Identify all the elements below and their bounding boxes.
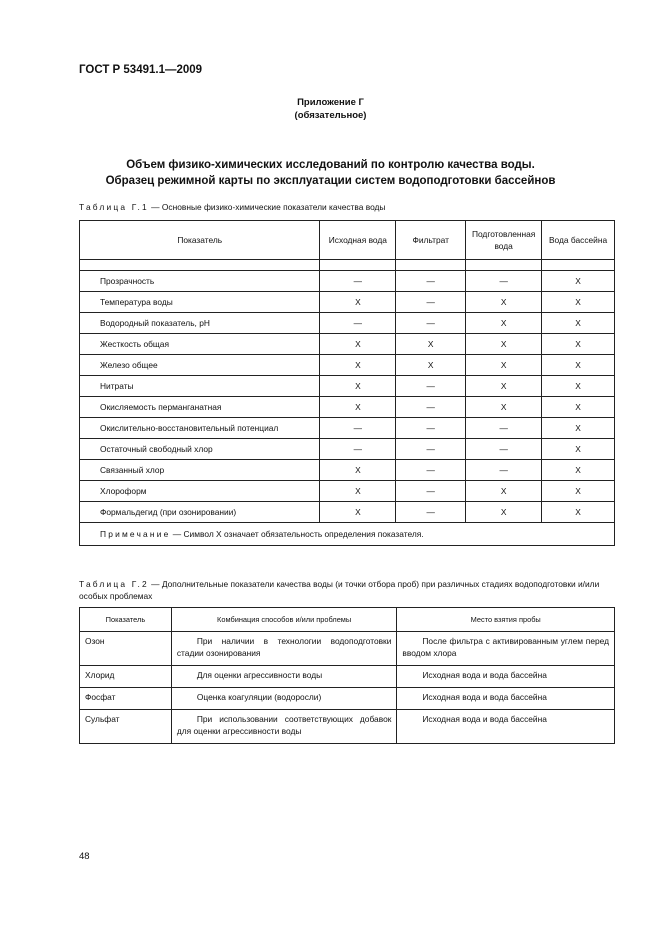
indicator-value: Х: [542, 460, 615, 481]
table-row: [80, 313, 615, 334]
table-row: [80, 376, 615, 397]
indicator-value: Х: [542, 355, 615, 376]
table2-header-cell: Комбинация способов и/или проблемы: [171, 608, 397, 632]
indicator-name: Связанный хлор: [80, 460, 320, 481]
indicator-name: Остаточный свободный хлор: [80, 439, 320, 460]
table1-header-cell: Исходная вода: [320, 221, 396, 260]
appendix-title: Приложение Г: [297, 97, 364, 108]
indicator-name: Окислительно-восстановительный потенциал: [80, 418, 320, 439]
indicator-name: Температура воды: [80, 292, 320, 313]
table1-header-cell: Фильтрат: [396, 221, 466, 260]
table2: [79, 607, 615, 744]
table1-note-row: [80, 523, 615, 546]
indicator-value: Х: [466, 376, 542, 397]
indicator-value: —: [466, 439, 542, 460]
indicator-value: Х: [466, 334, 542, 355]
indicator-value: Х: [542, 418, 615, 439]
indicator-name: Прозрачность: [80, 271, 320, 292]
table1-body: [80, 260, 615, 523]
method-combination: Для оценки агрессивности воды: [171, 666, 397, 688]
indicator-value: Х: [542, 376, 615, 397]
indicator-name: Железо общее: [80, 355, 320, 376]
method-combination: При использовании соответствующих добавок для оценки агрессивности воды: [171, 710, 397, 744]
table-row: [80, 666, 615, 688]
indicator-value: Х: [320, 460, 396, 481]
table2-caption-text: — Дополнительные показатели качества воды (и точки отбора проб) при различных стадиях водоподготовки и/или особых проблемах: [79, 579, 600, 601]
indicator-name: Водородный показатель, рН: [80, 313, 320, 334]
table-row: [80, 502, 615, 523]
additional-indicator: Хлорид: [80, 666, 172, 688]
table-row: [80, 334, 615, 355]
table2-header-row: [80, 608, 615, 632]
indicator-value: Х: [542, 397, 615, 418]
indicator-value: —: [320, 439, 396, 460]
indicator-name: Жесткость общая: [80, 334, 320, 355]
indicator-value: Х: [396, 334, 466, 355]
indicator-name: Хлороформ: [80, 481, 320, 502]
table-row: [80, 710, 615, 744]
indicator-value: Х: [466, 292, 542, 313]
indicator-value: —: [396, 397, 466, 418]
indicator-value: Х: [320, 292, 396, 313]
indicator-value: Х: [542, 313, 615, 334]
indicator-value: Х: [466, 397, 542, 418]
page-number: 48: [79, 851, 90, 862]
table1-note-label: Примечание: [100, 529, 171, 539]
table1-caption: [79, 202, 385, 212]
indicator-value: Х: [466, 502, 542, 523]
table1-note-text: — Символ Х означает обязательность определения показателя.: [170, 529, 424, 539]
table-row: [80, 271, 615, 292]
indicator-value: Х: [466, 313, 542, 334]
table1-header-cell: Показатель: [80, 221, 320, 260]
sampling-point: Исходная вода и вода бассейна: [397, 710, 615, 744]
indicator-value: Х: [320, 376, 396, 397]
indicator-value: —: [396, 502, 466, 523]
indicator-value: Х: [542, 439, 615, 460]
indicator-name: Формальдегид (при озонировании): [80, 502, 320, 523]
table-row: [80, 439, 615, 460]
indicator-value: Х: [320, 481, 396, 502]
indicator-value: Х: [320, 334, 396, 355]
indicator-value: Х: [542, 334, 615, 355]
indicator-value: —: [396, 292, 466, 313]
additional-indicator: Фосфат: [80, 688, 172, 710]
table1-header-cell: Подготовленная вода: [466, 221, 542, 260]
table-row: [80, 292, 615, 313]
sampling-point: Исходная вода и вода бассейна: [397, 688, 615, 710]
indicator-value: —: [466, 271, 542, 292]
table1-caption-label: Таблица Г.1: [79, 202, 149, 212]
sampling-point: После фильтра с активированным углем перед вводом хлора: [397, 632, 615, 666]
indicator-value: —: [396, 481, 466, 502]
table2-caption: [79, 578, 615, 602]
indicator-value: Х: [320, 502, 396, 523]
indicator-value: Х: [320, 355, 396, 376]
table1-caption-text: — Основные физико-химические показатели качества воды: [148, 202, 386, 212]
table-row: [80, 688, 615, 710]
indicator-value: —: [320, 271, 396, 292]
indicator-value: Х: [396, 355, 466, 376]
additional-indicator: Озон: [80, 632, 172, 666]
table1: [79, 220, 615, 546]
indicator-value: —: [466, 418, 542, 439]
table-row: [80, 355, 615, 376]
indicator-value: —: [396, 439, 466, 460]
indicator-value: Х: [466, 355, 542, 376]
table-row: [80, 632, 615, 666]
indicator-value: Х: [542, 502, 615, 523]
table-row: [80, 481, 615, 502]
indicator-value: Х: [542, 481, 615, 502]
indicator-name: Окисляемость перманганатная: [80, 397, 320, 418]
table1-header-cell: Вода бассейна: [542, 221, 615, 260]
indicator-value: —: [320, 418, 396, 439]
main-title-line-2: Образец режимной карты по эксплуатации систем водоподготовки бассейнов: [105, 175, 556, 187]
indicator-value: —: [396, 313, 466, 334]
indicator-value: Х: [542, 271, 615, 292]
indicator-value: —: [396, 271, 466, 292]
indicator-value: —: [320, 313, 396, 334]
table1-header-row: [80, 221, 615, 260]
table-row: [80, 418, 615, 439]
table1-spacer-row: [80, 260, 615, 271]
table-row: [80, 397, 615, 418]
table2-caption-label: Таблица Г.2: [79, 579, 149, 589]
indicator-value: —: [396, 376, 466, 397]
method-combination: Оценка коагуляции (водоросли): [171, 688, 397, 710]
method-combination: При наличии в технологии водоподготовки стадии озонирования: [171, 632, 397, 666]
table-row: [80, 460, 615, 481]
standard-number: ГОСТ Р 53491.1—2009: [79, 64, 203, 76]
indicator-name: Нитраты: [80, 376, 320, 397]
main-title-line-1: Объем физико-химических исследований по контролю качества воды.: [126, 159, 535, 171]
table1-note: [80, 523, 615, 546]
table2-header-cell: Показатель: [80, 608, 172, 632]
appendix-status: (обязательное): [294, 110, 367, 121]
indicator-value: Х: [320, 397, 396, 418]
indicator-value: —: [466, 460, 542, 481]
indicator-value: Х: [466, 481, 542, 502]
table2-header-cell: Место взятия пробы: [397, 608, 615, 632]
indicator-value: Х: [542, 292, 615, 313]
indicator-value: —: [396, 460, 466, 481]
sampling-point: Исходная вода и вода бассейна: [397, 666, 615, 688]
table2-body: [80, 632, 615, 744]
indicator-value: —: [396, 418, 466, 439]
additional-indicator: Сульфат: [80, 710, 172, 744]
